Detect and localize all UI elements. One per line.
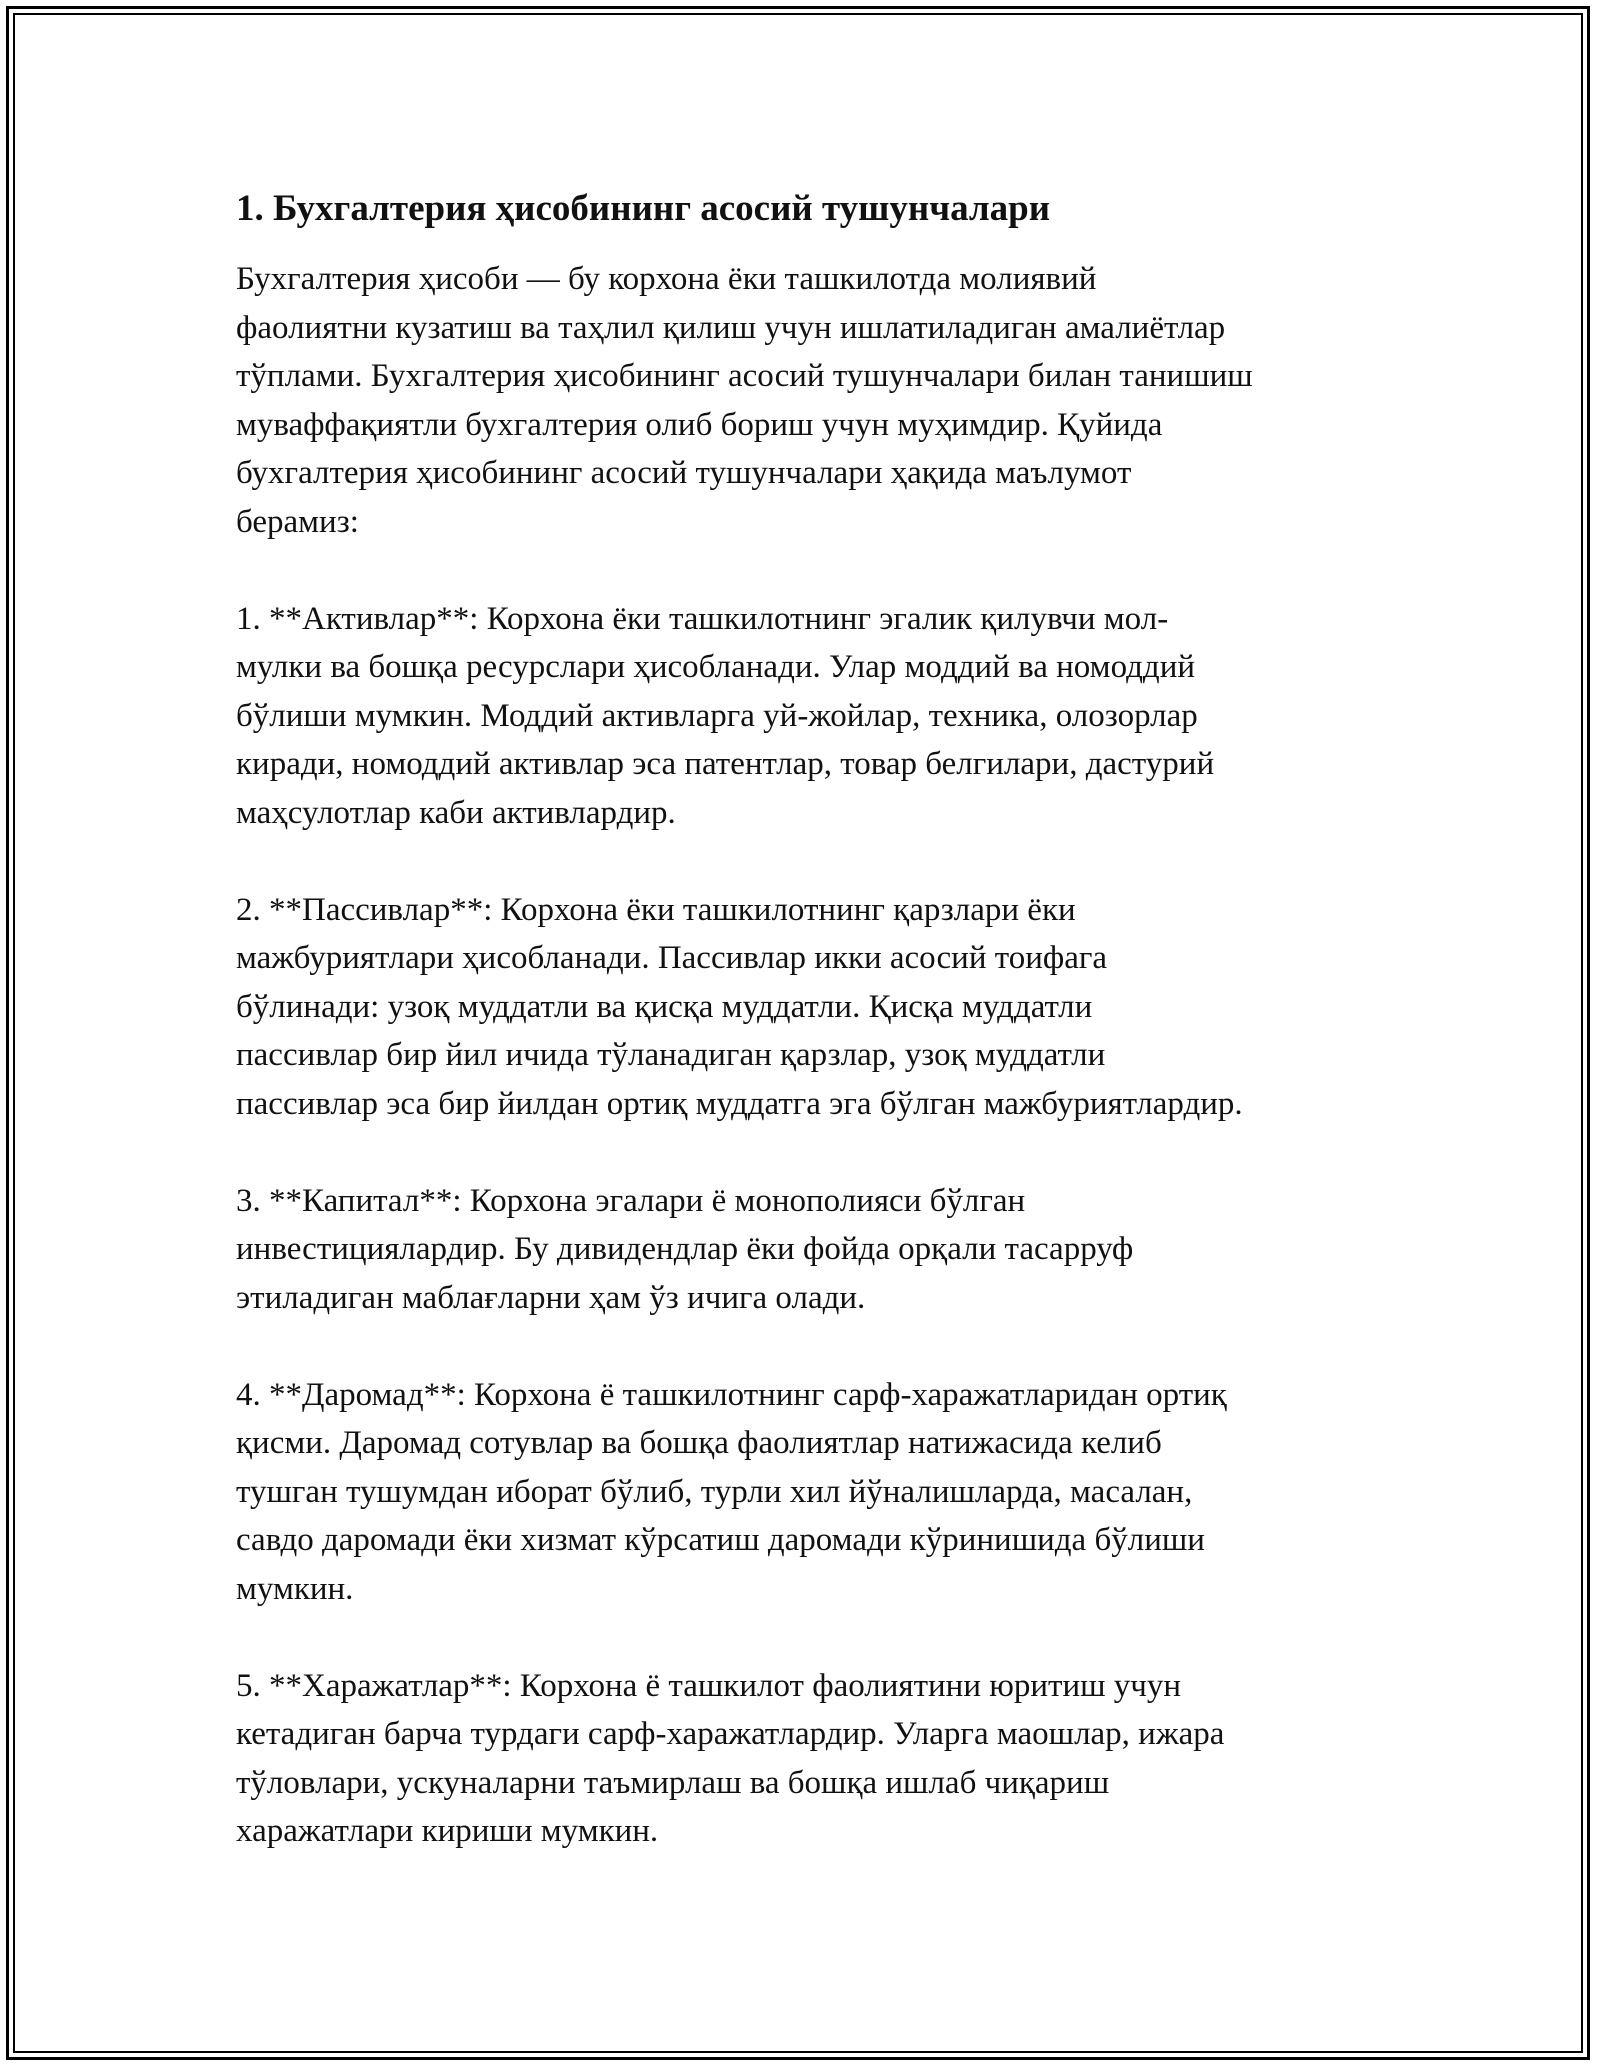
- paragraph-spacer: [236, 1322, 1396, 1371]
- list-item-liabilities: 2. **Пассивлар**: Корхона ёки ташкилотнинг қарзлари ёки мажбуриятлари ҳисобланади. Пассивлар икки асосий тоифага бўлинади: узоқ муддатли ва қисқа муддатли. Қисқа муддатли пассивлар бир йил ичида тўланадиган қарзлар, узоқ муддатли пассивлар эса бир йилдан ортиқ муддатга эга бўлган мажбуриятлардир.: [236, 891, 1243, 1122]
- list-item-capital: 3. **Капитал**: Корхона эгалари ё монополияси бўлган инвестициялардир. Бу дивидендлар ёки фойда орқали тасарруф этиладиган маблағларни ҳам ўз ичига олади.: [236, 1182, 1134, 1316]
- list-item-income: 4. **Даромад**: Корхона ё ташкилотнинг сарф-харажатларидан ортиқ қисми. Даромад сотувлар ва бошқа фаолиятлар натижасида келиб тушган тушумдан иборат бўлиб, турли хил йўналишларда, масалан, савдо даромади ёки хизмат кўрсатиш даромади кўринишида бўлиши мумкин.: [236, 1376, 1227, 1607]
- paragraph-spacer: [236, 837, 1396, 886]
- paragraph-spacer: [236, 1613, 1396, 1662]
- intro-paragraph: Бухгалтерия ҳисоби — бу корхона ёки ташкилотда молиявий фаолиятни кузатиш ва таҳлил қилиш учун ишлатиладиган амалиётлар тўплами. Бухгалтерия ҳисобининг асосий тушунчалари билан танишиш муваффақиятли бухгалтерия олиб бориш учун муҳимдир. Қуйида бухгалтерия ҳисобининг асосий тушунчалари ҳақида маълумот берамиз:: [236, 261, 1253, 540]
- list-item-assets: 1. **Активлар**: Корхона ёки ташкилотнинг эгалик қилувчи мол- мулки ва бошқа ресурслари ҳисобланади. Улар моддий ва номоддий бўлиши мумкин. Моддий активларга уй-жойлар, техника, олозорлар киради, номоддий активлар эса патентлар, товар белгилари, дастурий маҳсулотлар каби активлардир.: [236, 600, 1215, 831]
- list-item-expenses: 5. **Харажатлар**: Корхона ё ташкилот фаолиятини юритиш учун кетадиган барча турдаги сарф-харажатлардир. Уларга маошлар, ижара тўловлари, ускуналарни таъмирлаш ва бошқа ишлаб чиқариш харажатлари кириши мумкин.: [236, 1667, 1225, 1849]
- paragraph-spacer: [236, 546, 1396, 595]
- paragraph-spacer: [236, 1128, 1396, 1177]
- page-title: 1. Бухгалтерия ҳисобининг асосий тушунчалари: [236, 188, 1051, 229]
- document-body: [236, 185, 1396, 1856]
